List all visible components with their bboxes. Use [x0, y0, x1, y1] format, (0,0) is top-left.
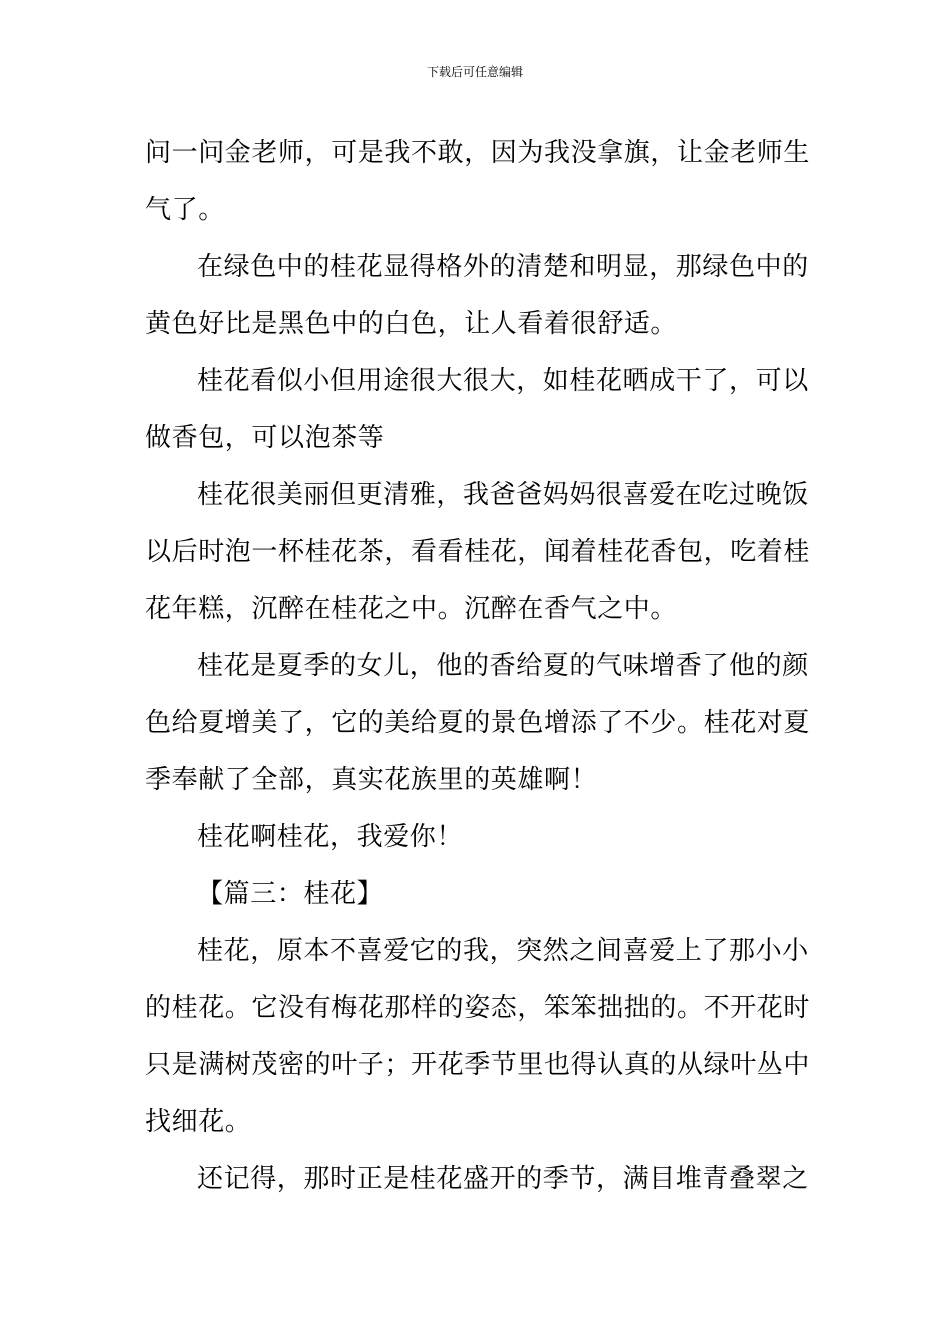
text-line: 桂花，原本不喜爱它的我，突然之间喜爱上了那小小: [197, 936, 809, 966]
text-line: 桂花看似小但用途很大很大，如桂花晒成干了，可以: [197, 366, 809, 396]
text-line: 以后时泡一杯桂花茶，看看桂花，闻着桂花香包，吃着桂: [145, 537, 811, 567]
text-line: 问一问金老师，可是我不敢，因为我没拿旗，让金老师生: [145, 138, 811, 168]
document-body: [145, 125, 811, 1208]
text-line: 做香包，可以泡茶等: [145, 423, 385, 453]
text-line: 桂花是夏季的女儿，他的香给夏的气味增香了他的颜: [197, 651, 809, 681]
text-line: 气了。: [145, 195, 225, 225]
text-line: 的桂花。它没有梅花那样的姿态，笨笨拙拙的。不开花时: [145, 993, 811, 1023]
text-line: 花年糕，沉醉在桂花之中。沉醉在香气之中。: [145, 594, 678, 624]
text-line: 找细花。: [145, 1107, 252, 1137]
text-line: 在绿色中的桂花显得格外的清楚和明显，那绿色中的: [197, 252, 809, 282]
text-line: 只是满树茂密的叶子；开花季节里也得认真的从绿叶丛中: [145, 1050, 811, 1080]
section-heading: 【篇三：桂花】: [197, 879, 384, 909]
text-line: 桂花啊桂花，我爱你！: [197, 822, 464, 852]
text-line: 还记得，那时正是桂花盛开的季节，满目堆青叠翠之: [197, 1164, 809, 1194]
page-header: 下载后可任意编辑: [426, 65, 523, 79]
text-line: 黄色好比是黑色中的白色，让人看着很舒适。: [145, 309, 678, 339]
text-line: 桂花很美丽但更清雅，我爸爸妈妈很喜爱在吃过晚饭: [197, 480, 809, 510]
text-line: 季奉献了全部，真实花族里的英雄啊！: [145, 765, 598, 795]
text-line: 色给夏增美了，它的美给夏的景色增添了不少。桂花对夏: [145, 708, 811, 738]
